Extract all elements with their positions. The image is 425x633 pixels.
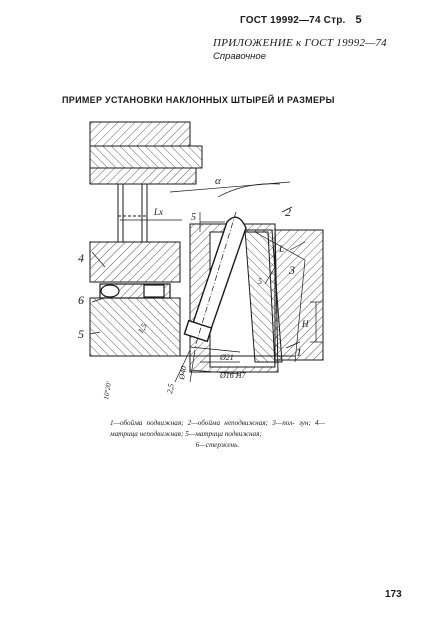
label-dim-small: 5 [258,277,262,286]
page-header [240,14,362,26]
label-dim-15: 1,5 [135,321,149,335]
label-l: L [279,244,285,254]
label-dim-10-20: 10°20' [102,380,114,401]
label-one: 1 [296,345,302,359]
section-title: ПРИМЕР УСТАНОВКИ НАКЛОННЫХ ШТЫРЕЙ И РАЗМЕРЫ [62,95,335,105]
label-h: H [302,319,309,329]
caption-line-1: 1—обойма подвижная; 2—обойма неподвижная; 3—пол- [110,419,295,427]
appendix-title: ПРИЛОЖЕНИЕ к ГОСТ 19992—74 [213,37,387,49]
label-lx: Lx [154,207,163,217]
caption-line-2: зун; 4—матрица неподвижная; 5—матрица подвижная; [110,419,325,438]
label-five: 5 [78,327,84,341]
label-dim-25: 2,5 [165,382,176,395]
label-d21: Ø21 [220,353,234,362]
standard-page: 5 [355,14,362,26]
appendix-subtitle: Справочное [213,51,266,62]
label-d40: Ø40 [177,365,189,381]
label-six: 6 [78,293,84,307]
page-number: 173 [385,589,402,600]
label-three: 3 [289,263,295,277]
label-alpha: α [215,175,221,187]
label-two: 2 [285,205,291,219]
guide-pins [118,184,147,242]
label-d16h7: Ø16 H7 [220,371,246,380]
technical-drawing [60,112,360,402]
rod-part [100,284,170,298]
caption-line-3: 6—стержень. [195,441,240,449]
label-five-top: 5 [191,212,196,223]
top-plates [90,122,202,184]
standard-reference: ГОСТ 19992—74 Стр. [240,15,346,26]
figure-caption [110,418,325,451]
label-four: 4 [78,251,84,265]
